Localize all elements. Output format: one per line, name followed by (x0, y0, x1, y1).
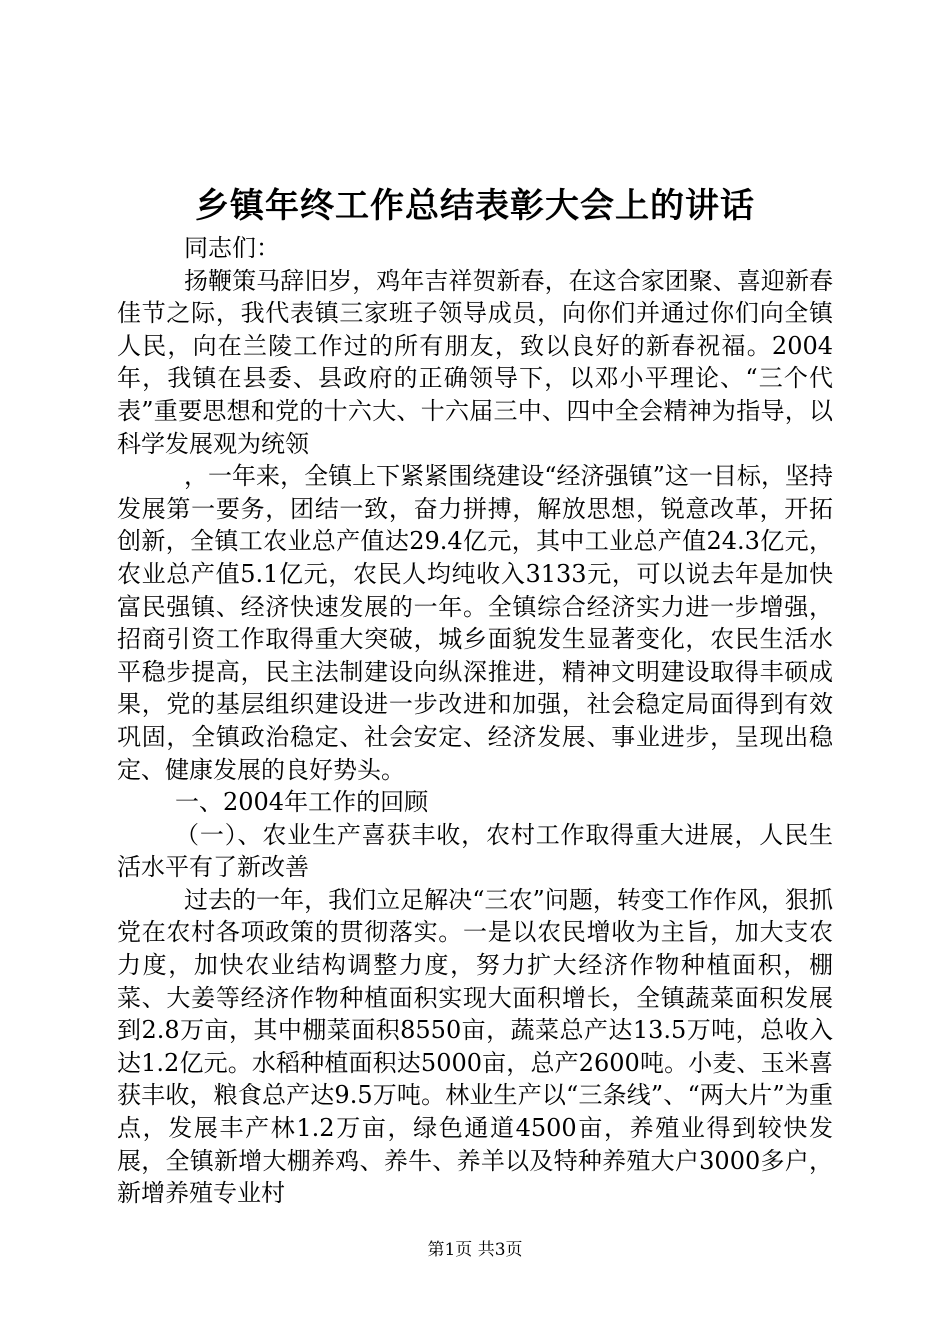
section-heading: 一、2004年工作的回顾 (175, 788, 429, 817)
page-footer: 第1页 共3页 (427, 1240, 523, 1260)
salutation: 同志们： (184, 234, 280, 262)
page-title: 乡镇年终工作总结表彰大会上的讲话 (195, 186, 755, 226)
paragraph: 扬鞭策马辞旧岁，鸡年吉祥贺新春，在这合家团聚、喜迎新春佳节之际，我代表镇三家班子领导成员，向你们并通过你们向全镇人民，向在兰陵工作过的所有朋友，致以良好的新春祝福。2004年，我镇在县委、县政府的正确领导下，以邓小平理论、“三个代表”重要思想和党的十六大、十六届三中、四中全会精神为指导，以科学发展观为统领 (117, 266, 833, 458)
paragraph: 过去的一年，我们立足解决“三农”问题，转变工作作风，狠抓党在农村各项政策的贯彻落实。一是以农民增收为主旨，加大支农力度，加快农业结构调整力度，努力扩大经济作物种植面积，棚菜、大姜等经济作物种植面积实现大面积增长，全镇蔬菜面积发展到2.8万亩，其中棚菜面积8550亩，蔬菜总产达13.5万吨，总收入达1.2亿元。水稻种植面积达5000亩，总产2600吨。小麦、玉米喜获丰收，粮食总产达9.5万吨。林业生产以“三条线”、“两大片”为重点，发展丰产林1.2万亩，绿色通道4500亩，养殖业得到较快发展，全镇新增大棚养鸡、养牛、养羊以及特种养殖大户3000多户，新增养殖专业村 (117, 885, 833, 1208)
document-body (117, 232, 833, 1210)
paragraph: ，一年来，全镇上下紧紧围绕建设“经济强镇”这一目标，坚持发展第一要务，团结一致，奋力拼搏，解放思想，锐意改革，开拓创新，全镇工农业总产值达29.4亿元，其中工业总产值24.3亿元，农业总产值5.1亿元，农民人均纯收入3133元，可以说去年是加快富民强镇、经济快速发展的一年。全镇综合经济实力进一步增强，招商引资工作取得重大突破，城乡面貌发生显著变化，农民生活水平稳步提高，民主法制建设向纵深推进，精神文明建设取得丰硕成果，党的基层组织建设进一步改进和加强，社会稳定局面得到有效巩固，全镇政治稳定、社会安定、经济发展、事业进步，呈现出稳定、健康发展的良好势头。 (117, 462, 833, 784)
subsection-heading: （一）、农业生产喜获丰收，农村工作取得重大进展，人民生活水平有了新改善 (117, 820, 833, 882)
